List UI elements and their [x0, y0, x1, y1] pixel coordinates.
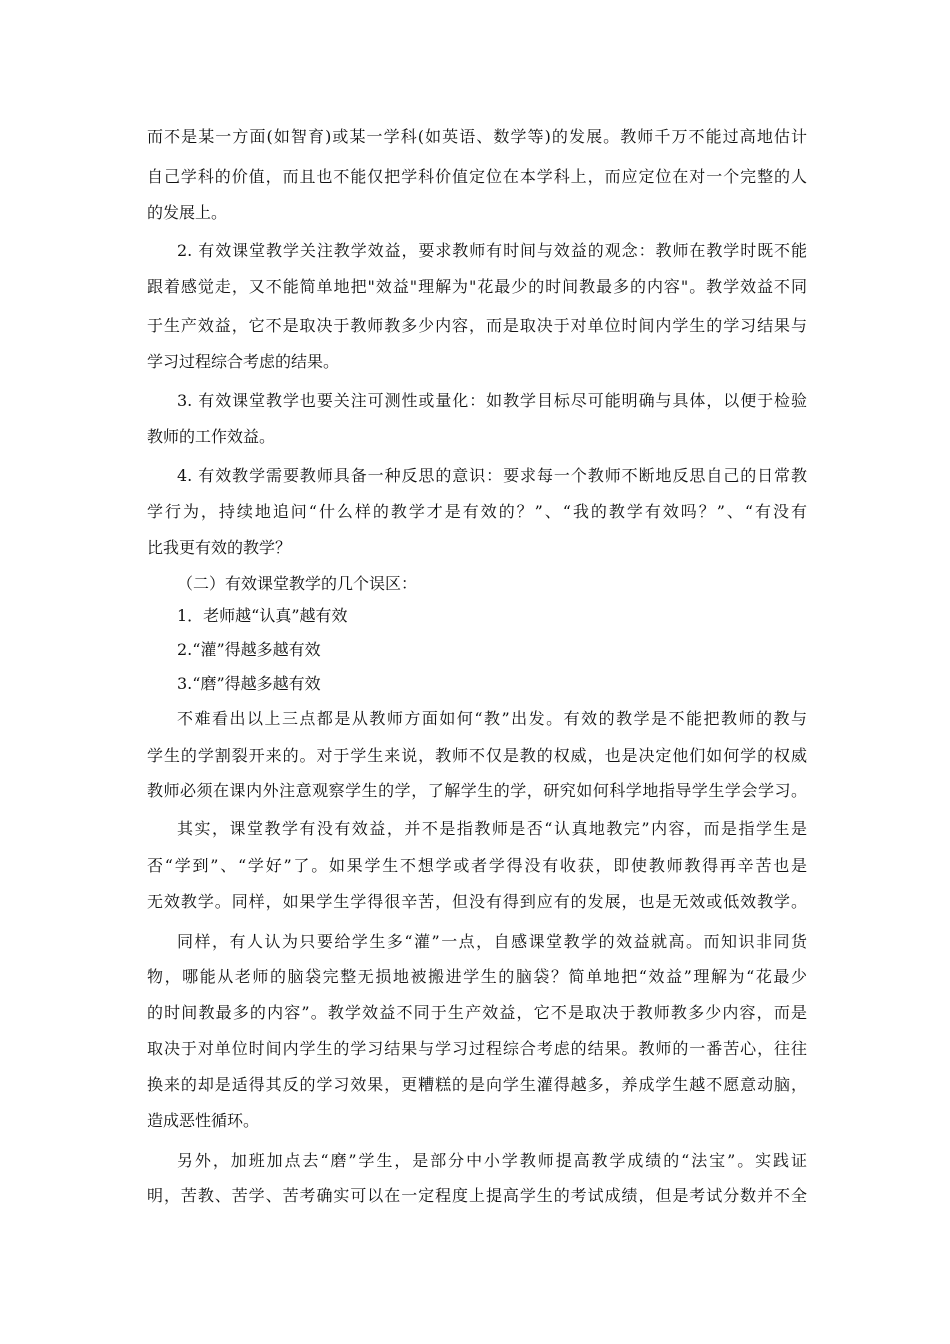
text-line: 4. 有效教学需要教师具备一种反思的意识：要求每一个教师不断地反思自己的日常教	[177, 466, 807, 485]
text-line: 跟着感觉走，又不能简单地把"效益"理解为"花最少的时间教最多的内容"。教学效益不同	[147, 277, 807, 296]
text-line: 而不是某一方面(如智育)或某一学科(如英语、数学等)的发展。教师千万不能过高地估计	[147, 127, 807, 146]
text-line: 另外，加班加点去“磨”学生，是部分中小学教师提高教学成绩的“法宝”。实践证	[177, 1151, 807, 1170]
text-line: 学习过程综合考虑的结果。	[147, 352, 340, 371]
list-item: 2.“灌”得越多越有效	[177, 640, 321, 659]
list-item: 3.“磨”得越多越有效	[177, 674, 321, 693]
text-line: 无效教学。同样，如果学生学得很辛苦，但没有得到应有的发展，也是无效或低效教学。	[147, 892, 807, 911]
text-line: 的发展上。	[147, 203, 228, 222]
section-heading: （二）有效课堂教学的几个误区：	[177, 574, 418, 593]
text-line: 明，苦教、苦学、苦考确实可以在一定程度上提高学生的考试成绩，但是考试分数并不全	[147, 1186, 807, 1205]
text-line: 学行为，持续地追问“什么样的教学才是有效的？”、“我的教学有效吗？”、“有没有	[147, 502, 807, 521]
text-line: 比我更有效的教学？	[147, 538, 292, 557]
text-line: 的时间教最多的内容”。教学效益不同于生产效益，它不是取决于教师教多少内容，而是	[147, 1003, 807, 1022]
text-line: 物，哪能从老师的脑袋完整无损地被搬进学生的脑袋？简单地把“效益”理解为“花最少	[147, 967, 807, 986]
text-line: 否“学到”、“学好”了。如果学生不想学或者学得没有收获，即使教师教得再辛苦也是	[147, 856, 807, 875]
list-item: 1．老师越“认真”越有效	[177, 606, 348, 625]
text-line: 教师必须在课内外注意观察学生的学，了解学生的学，研究如何科学地指导学生学会学习。	[147, 781, 807, 800]
text-line: 3. 有效课堂教学也要关注可测性或量化：如教学目标尽可能明确与具体，以便于检验	[177, 391, 807, 410]
text-line: 换来的却是适得其反的学习效果，更糟糕的是向学生灌得越多，养成学生越不愿意动脑，	[147, 1075, 807, 1094]
text-line: 不难看出以上三点都是从教师方面如何“教”出发。有效的教学是不能把教师的教与	[177, 709, 807, 728]
text-line: 同样，有人认为只要给学生多“灌”一点，自感课堂教学的效益就高。而知识非同货	[177, 932, 807, 951]
text-line: 教师的工作效益。	[147, 427, 276, 446]
text-line: 取决于对单位时间内学生的学习结果与学习过程综合考虑的结果。教师的一番苦心，往往	[147, 1039, 807, 1058]
text-line: 2. 有效课堂教学关注教学效益，要求教师有时间与效益的观念：教师在教学时既不能	[177, 241, 807, 260]
text-line: 造成恶性循环。	[147, 1111, 260, 1130]
text-line: 于生产效益，它不是取决于教师教多少内容，而是取决于对单位时间内学生的学习结果与	[147, 316, 807, 335]
text-line: 学生的学割裂开来的。对于学生来说，教师不仅是教的权威，也是决定他们如何学的权威	[147, 746, 807, 765]
text-line: 其实，课堂教学有没有效益，并不是指教师是否“认真地教完”内容，而是指学生是	[177, 819, 807, 838]
text-line: 自己学科的价值，而且也不能仅把学科价值定位在本学科上，而应定位在对一个完整的人	[147, 167, 807, 186]
